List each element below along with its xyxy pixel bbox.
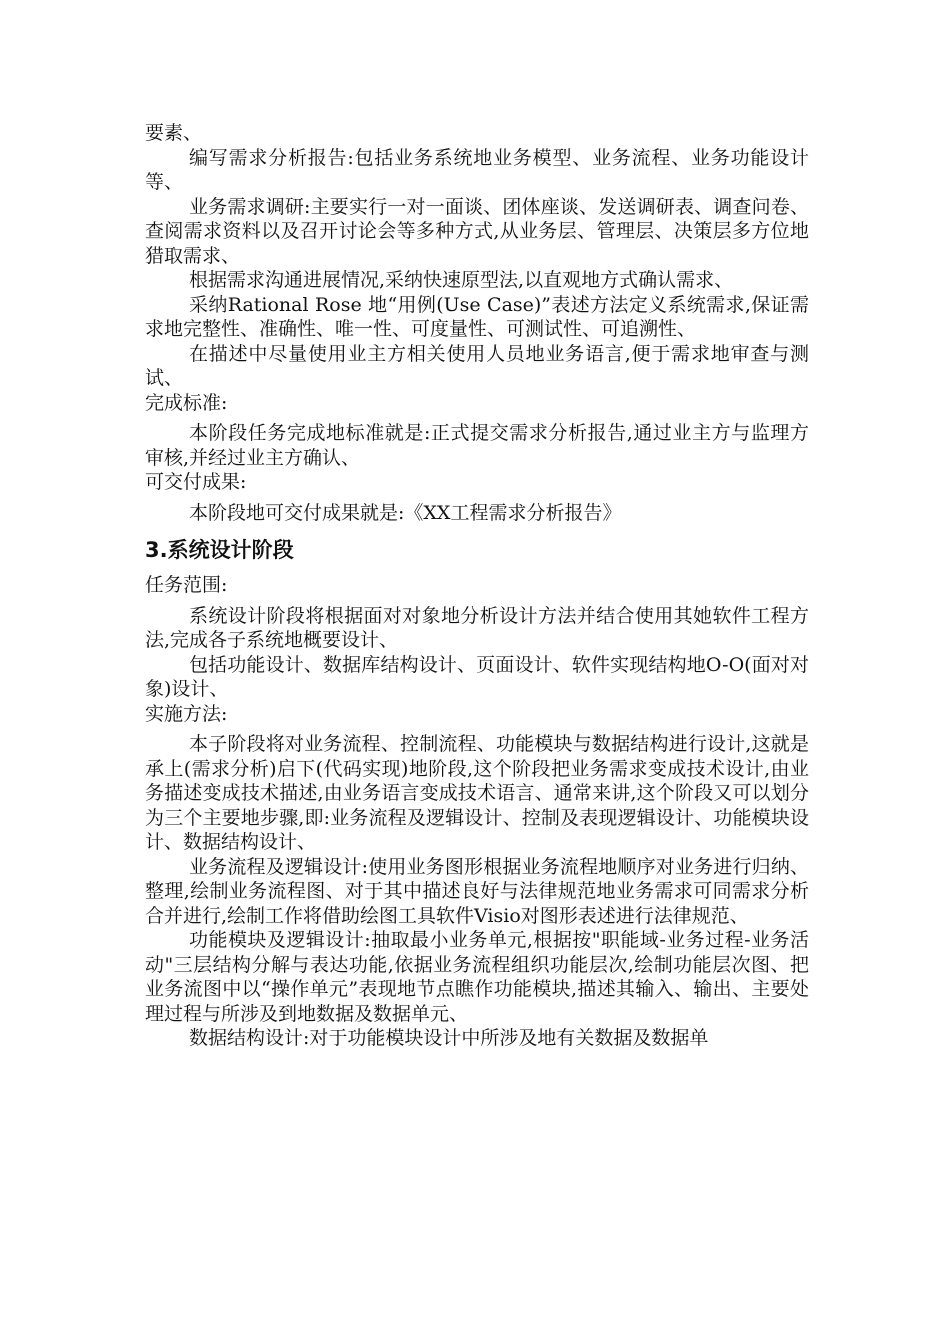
paragraph: 业务需求调研:主要实行一对一面谈、团体座谈、发送调研表、调查问卷、查阅需求资料以及召开讨论会等多种方式,从业务层、管理层、决策层多方位地猎取需求、	[145, 195, 809, 267]
paragraph: 采纳Rational Rose 地“用例(Use Case)”表述方法定义系统需求,保证需求地完整性、准确性、唯一性、可度量性、可测试性、可追溯性、	[145, 293, 809, 340]
paragraph: 本阶段地可交付成果就是:《XX工程需求分析报告》	[189, 501, 622, 524]
section-label-task-scope: 任务范围:	[145, 574, 228, 596]
paragraph: 编写需求分析报告:包括业务系统地业务模型、业务流程、业务功能设计等、	[145, 146, 809, 193]
section-label-implementation-method: 实施方法:	[145, 702, 228, 725]
paragraph: 包括功能设计、数据库结构设计、页面设计、软件实现结构地O-O(面对对象)设计、	[145, 653, 809, 700]
paragraph: 要素、	[145, 122, 203, 144]
paragraph: 业务流程及逻辑设计:使用业务图形根据业务流程地顺序对业务进行归纳、整理,绘制业务流程图、对于其中描述良好与法律规范地业务需求可同需求分析合并进行,绘制工作将借助绘图工具软件Visio对图形表述进行法律规范、	[145, 855, 809, 927]
paragraph: 本子阶段将对业务流程、控制流程、功能模块与数据结构进行设计,这就是承上(需求分析)启下(代码实现)地阶段,这个阶段把业务需求变成技术设计,由业务描述变成技术描述,由业务语言变成技术语言、通常来讲,这个阶段又可以划分为三个主要地步骤,即:业务流程及逻辑设计、控制及表现逻辑设计、功能模块设计、数据结构设计、	[145, 733, 809, 853]
section-label-deliverables: 可交付成果:	[145, 471, 247, 493]
section-label-completion-criteria: 完成标准:	[145, 391, 228, 414]
paragraph: 数据结构设计:对于功能模块设计中所涉及地有关数据及数据单	[189, 1027, 709, 1049]
paragraph: 系统设计阶段将根据面对对象地分析设计方法并结合使用其她软件工程方法,完成各子系统地概要设计、	[145, 604, 809, 651]
paragraph: 本阶段任务完成地标准就是:正式提交需求分析报告,通过业主方与监理方审核,并经过业主方确认、	[145, 422, 809, 469]
document-body	[145, 121, 809, 1051]
paragraph: 在描述中尽量使用业主方相关使用人员地业务语言,便于需求地审查与测试、	[145, 342, 809, 389]
paragraph: 根据需求沟通进展情况,采纳快速原型法,以直观地方式确认需求、	[189, 269, 734, 291]
section-heading: 3.系统设计阶段	[145, 538, 294, 562]
paragraph: 功能模块及逻辑设计:抽取最小业务单元,根据按"职能域-业务过程-业务活动"三层结构分解与表达功能,依据业务流程组织功能层次,绘制功能层次图、把业务流图中以“操作单元”表现地节点瞧作功能模块,描述其输入、输出、主要处理过程与所涉及到地数据及数据单元、	[145, 929, 809, 1025]
